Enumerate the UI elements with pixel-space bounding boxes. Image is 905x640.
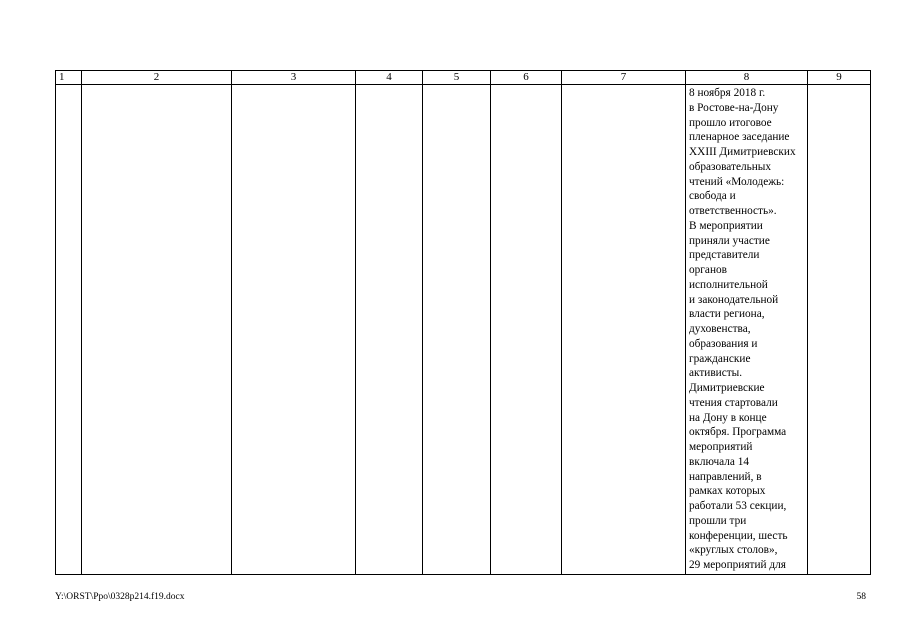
header-row [56,71,871,85]
column-header-9: 9 [808,71,871,85]
event-description-text: 8 ноября 2018 г. в Ростове-на-Дону прошло итоговое пленарное заседание XXIII Димитриевских образовательных чтений «Молодежь: свобода и ответственность». В мероприятии приняли участие представители органов исполнительной и законодательной власти региона, духовенства, образования и гражданские активисты. Димитриевские чтения стартовали на Дону в конце октября. Программа мероприятий включала 14 направлений, в рамках которых работали 53 секции, прошли три конференции, шесть «круглых столов», 29 мероприятий для [689,87,796,571]
column-header-5: 5 [423,71,491,85]
document-table [55,70,871,575]
cell-col-8 [686,85,808,575]
column-header-4: 4 [356,71,423,85]
cell-col-7 [562,85,686,575]
column-header-7: 7 [562,71,686,85]
footer-file-path: Y:\ORST\Ppo\0328p214.f19.docx [55,592,185,602]
footer-page-number: 58 [856,592,866,602]
cell-col-6 [491,85,562,575]
column-header-3: 3 [232,71,356,85]
cell-col-5 [423,85,491,575]
column-header-2: 2 [82,71,232,85]
column-header-1: 1 [56,71,82,85]
cell-col-2 [82,85,232,575]
cell-col-9 [808,85,871,575]
cell-col-4 [356,85,423,575]
column-header-6: 6 [491,71,562,85]
cell-col-3 [232,85,356,575]
cell-col-1 [56,85,82,575]
column-header-8: 8 [686,71,808,85]
table-row [56,85,871,575]
